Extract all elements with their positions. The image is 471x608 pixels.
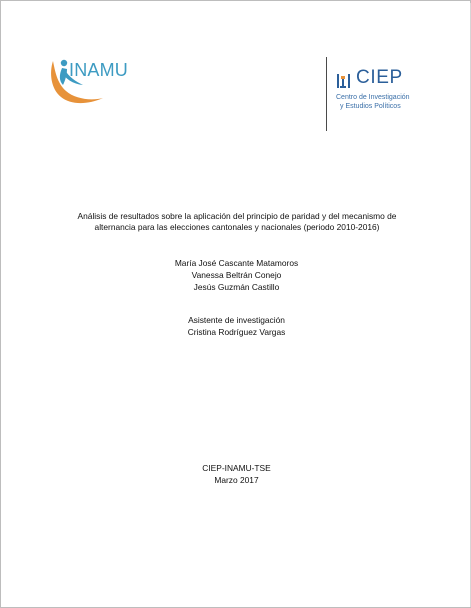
institution-date-block (1, 462, 471, 486)
ciep-subtitle-line1: Centro de Investigación (336, 94, 410, 101)
author-list (1, 257, 471, 293)
assistant-block (1, 314, 471, 338)
author-name: Jesús Guzmán Castillo (193, 282, 280, 292)
document-title-line2: alternancia para las elecciones cantonales y nacionales (periodo 2010-2016) (94, 222, 380, 232)
publication-date: Marzo 2017 (214, 475, 259, 485)
ciep-subtitle (336, 93, 410, 111)
ciep-divider (326, 57, 327, 131)
document-title-line1: Análisis de resultados sobre la aplicación del principio de paridad y del mecanismo de (77, 211, 397, 221)
ciep-chess-icon (335, 71, 355, 91)
document-title (47, 211, 427, 233)
ciep-subtitle-line2: y Estudios Políticos (340, 103, 401, 110)
author-name: Vanessa Beltrán Conejo (191, 270, 282, 280)
assistant-name: Cristina Rodríguez Vargas (187, 327, 286, 337)
inamu-logo-text: INAMU (69, 60, 128, 80)
institutions: CIEP-INAMU-TSE (202, 463, 271, 473)
ciep-logo-text: CIEP (356, 67, 403, 88)
author-name: María José Cascante Matamoros (174, 258, 299, 268)
assistant-label: Asistente de investigación (188, 315, 285, 325)
